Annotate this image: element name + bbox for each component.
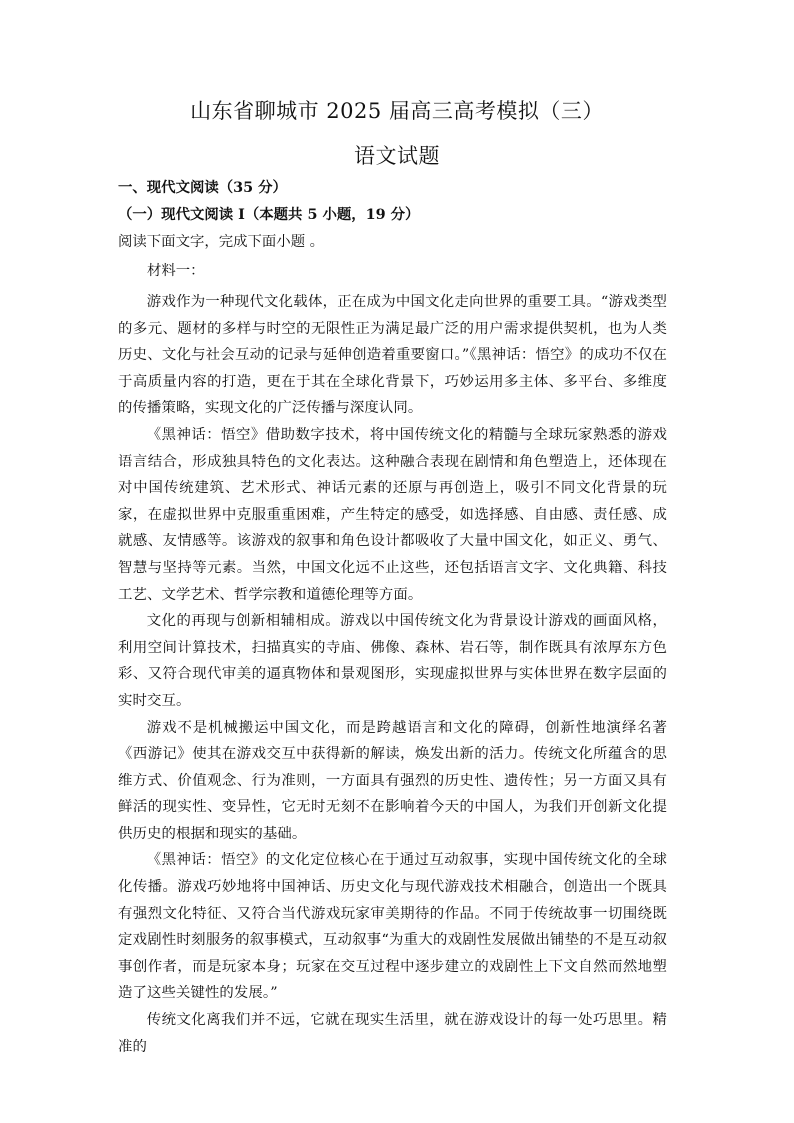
passage-paragraph: 游戏作为一种现代文化载体，正在成为中国文化走向世界的重要工具。“游戏类型的多元、题材的多样与时空的无限性正为满足最广泛的用户需求提供契机，也为人类历史、文化与社会互动的记录与延伸创造着重要窗口。”《黑神话：悟空》的成功不仅在于高质量内容的打造，更在于其在全球化背景下，巧妙运用多主体、多平台、多维度的传播策略，实现文化的广泛传播与深度认同。 xyxy=(118,294,667,417)
subsection-heading: （一）现代文阅读 I（本题共 5 小题，19 分） xyxy=(118,206,420,223)
material-label: 材料一： xyxy=(147,263,205,279)
section-heading: 一、现代文阅读（35 分） xyxy=(118,179,287,196)
passage-paragraph: 传统文化离我们并不远，它就在现实生活里，就在游戏设计的每一处巧思里。精准的 xyxy=(118,1012,667,1055)
passage-paragraph: 文化的再现与创新相辅相成。游戏以中国传统文化为背景设计游戏的画面风格，利用空间计算技术，扫描真实的寺庙、佛像、森林、岩石等，制作既具有浓厚东方色彩、又符合现代审美的逼真物体和景观图形，实现虚拟世界与实体世界在数字层面的实时交互。 xyxy=(118,613,667,709)
passage-paragraph: 《黑神话：悟空》借助数字技术，将中国传统文化的精髓与全球玩家熟悉的游戏语言结合，形成独具特色的文化表达。这种融合表现在剧情和角色塑造上，还体现在对中国传统建筑、艺术形式、神话元素的还原与再创造上，吸引不同文化背景的玩家，在虚拟世界中克服重重困难，产生特定的感受，如选择感、自由感、责任感、成就感、友情感等。该游戏的叙事和角色设计都吸收了大量中国文化，如正义、勇气、智慧与坚持等元素。当然，中国文化远不止这些，还包括语言文字、文化典籍、科技工艺、文学艺术、哲学宗教和道德伦理等方面。 xyxy=(118,426,667,603)
passage-paragraph: 游戏不是机械搬运中国文化，而是跨越语言和文化的障碍，创新性地演绎名著《西游记》使其在游戏交互中获得新的解读，焕发出新的活力。传统文化所蕴含的思维方式、价值观念、行为准则，一方面具有强烈的历史性、遗传性；另一方面又具有鲜活的现实性、变异性，它无时无刻不在影响着今天的中国人，为我们开创新文化提供历史的根据和现实的基础。 xyxy=(118,719,667,842)
passage-body xyxy=(118,289,667,1060)
reading-instruction: 阅读下面文字，完成下面小题 。 xyxy=(118,234,325,250)
exam-title: 山东省聊城市 2025 届高三高考模拟（三） xyxy=(190,99,604,123)
exam-subtitle: 语文试题 xyxy=(354,144,440,168)
passage-paragraph: 《黑神话：悟空》的文化定位核心在于通过互动叙事，实现中国传统文化的全球化传播。游戏巧妙地将中国神话、历史文化与现代游戏技术相融合，创造出一个既具有强烈文化特征、又符合当代游戏玩家审美期待的作品。不同于传统故事一切围绕既定戏剧性时刻服务的叙事模式，互动叙事“为重大的戏剧性发展做出铺垫的不是互动叙事创作者，而是玩家本身；玩家在交互过程中逐步建立的戏剧性上下文自然而然地塑造了这些关键性的发展。” xyxy=(118,852,667,1002)
